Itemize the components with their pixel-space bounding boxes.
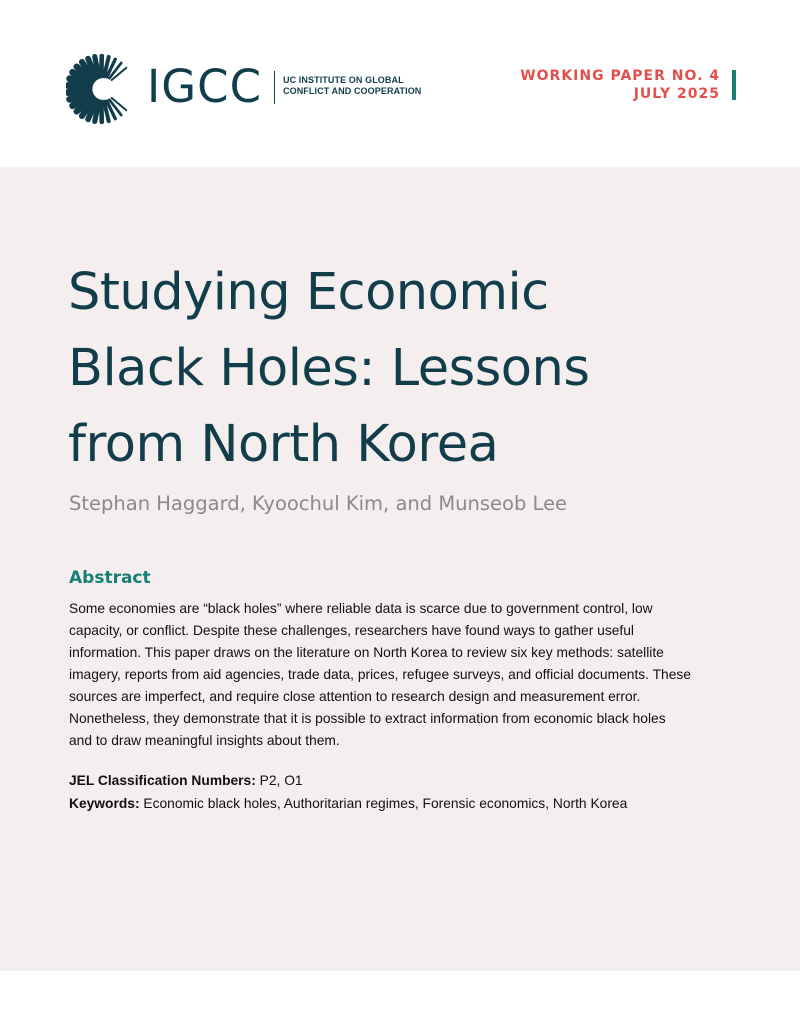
keywords-value: Economic black holes, Authoritarian regimes, Forensic economics, North Korea: [139, 796, 628, 811]
abstract-body: [69, 598, 719, 752]
abstract-line: imagery, reports from aid agencies, trade data, prices, refugee surveys, and official documents. These: [69, 667, 691, 682]
title-line: Black Holes: Lessons: [68, 339, 590, 398]
logo-wordmark: IGCC: [147, 60, 262, 113]
abstract-heading: Abstract: [69, 568, 151, 588]
author-list: Stephan Haggard, Kyoochul Kim, and Munseob Lee: [69, 492, 568, 515]
keywords: [69, 793, 627, 815]
abstract-line: Some economies are “black holes” where reliable data is scarce due to government control, low: [69, 601, 653, 616]
working-paper-number: WORKING PAPER NO. 4: [520, 68, 720, 84]
title-line: from North Korea: [68, 415, 499, 474]
abstract-line: capacity, or conflict. Despite these challenges, researchers have found ways to gather useful: [69, 623, 634, 638]
abstract-line: Nonetheless, they demonstrate that it is possible to extract information from economic black holes: [69, 711, 666, 726]
organization-name-line1: UC INSTITUTE ON GLOBAL: [283, 75, 404, 85]
paper-title: [68, 255, 748, 483]
title-line: Studying Economic: [68, 263, 549, 322]
logo-divider: [274, 71, 275, 104]
accent-bar: [732, 70, 736, 100]
working-paper-date: JULY 2025: [633, 86, 720, 102]
igcc-logo-icon: [66, 54, 136, 124]
working-paper-info: [520, 67, 720, 103]
page-header: [0, 0, 800, 167]
organization-name-line2: CONFLICT AND COOPERATION: [283, 86, 422, 96]
keywords-label: Keywords:: [69, 796, 140, 811]
abstract-line: information. This paper draws on the literature on North Korea to review six key methods: satellite: [69, 645, 664, 660]
organization-name: [283, 75, 421, 97]
jel-classification: [69, 770, 303, 792]
jel-label: JEL Classification Numbers:: [69, 773, 256, 788]
abstract-line: and to draw meaningful insights about them.: [69, 733, 340, 748]
jel-value: P2, O1: [255, 773, 303, 788]
abstract-line: sources are imperfect, and require close attention to research design and measurement error.: [69, 689, 641, 704]
